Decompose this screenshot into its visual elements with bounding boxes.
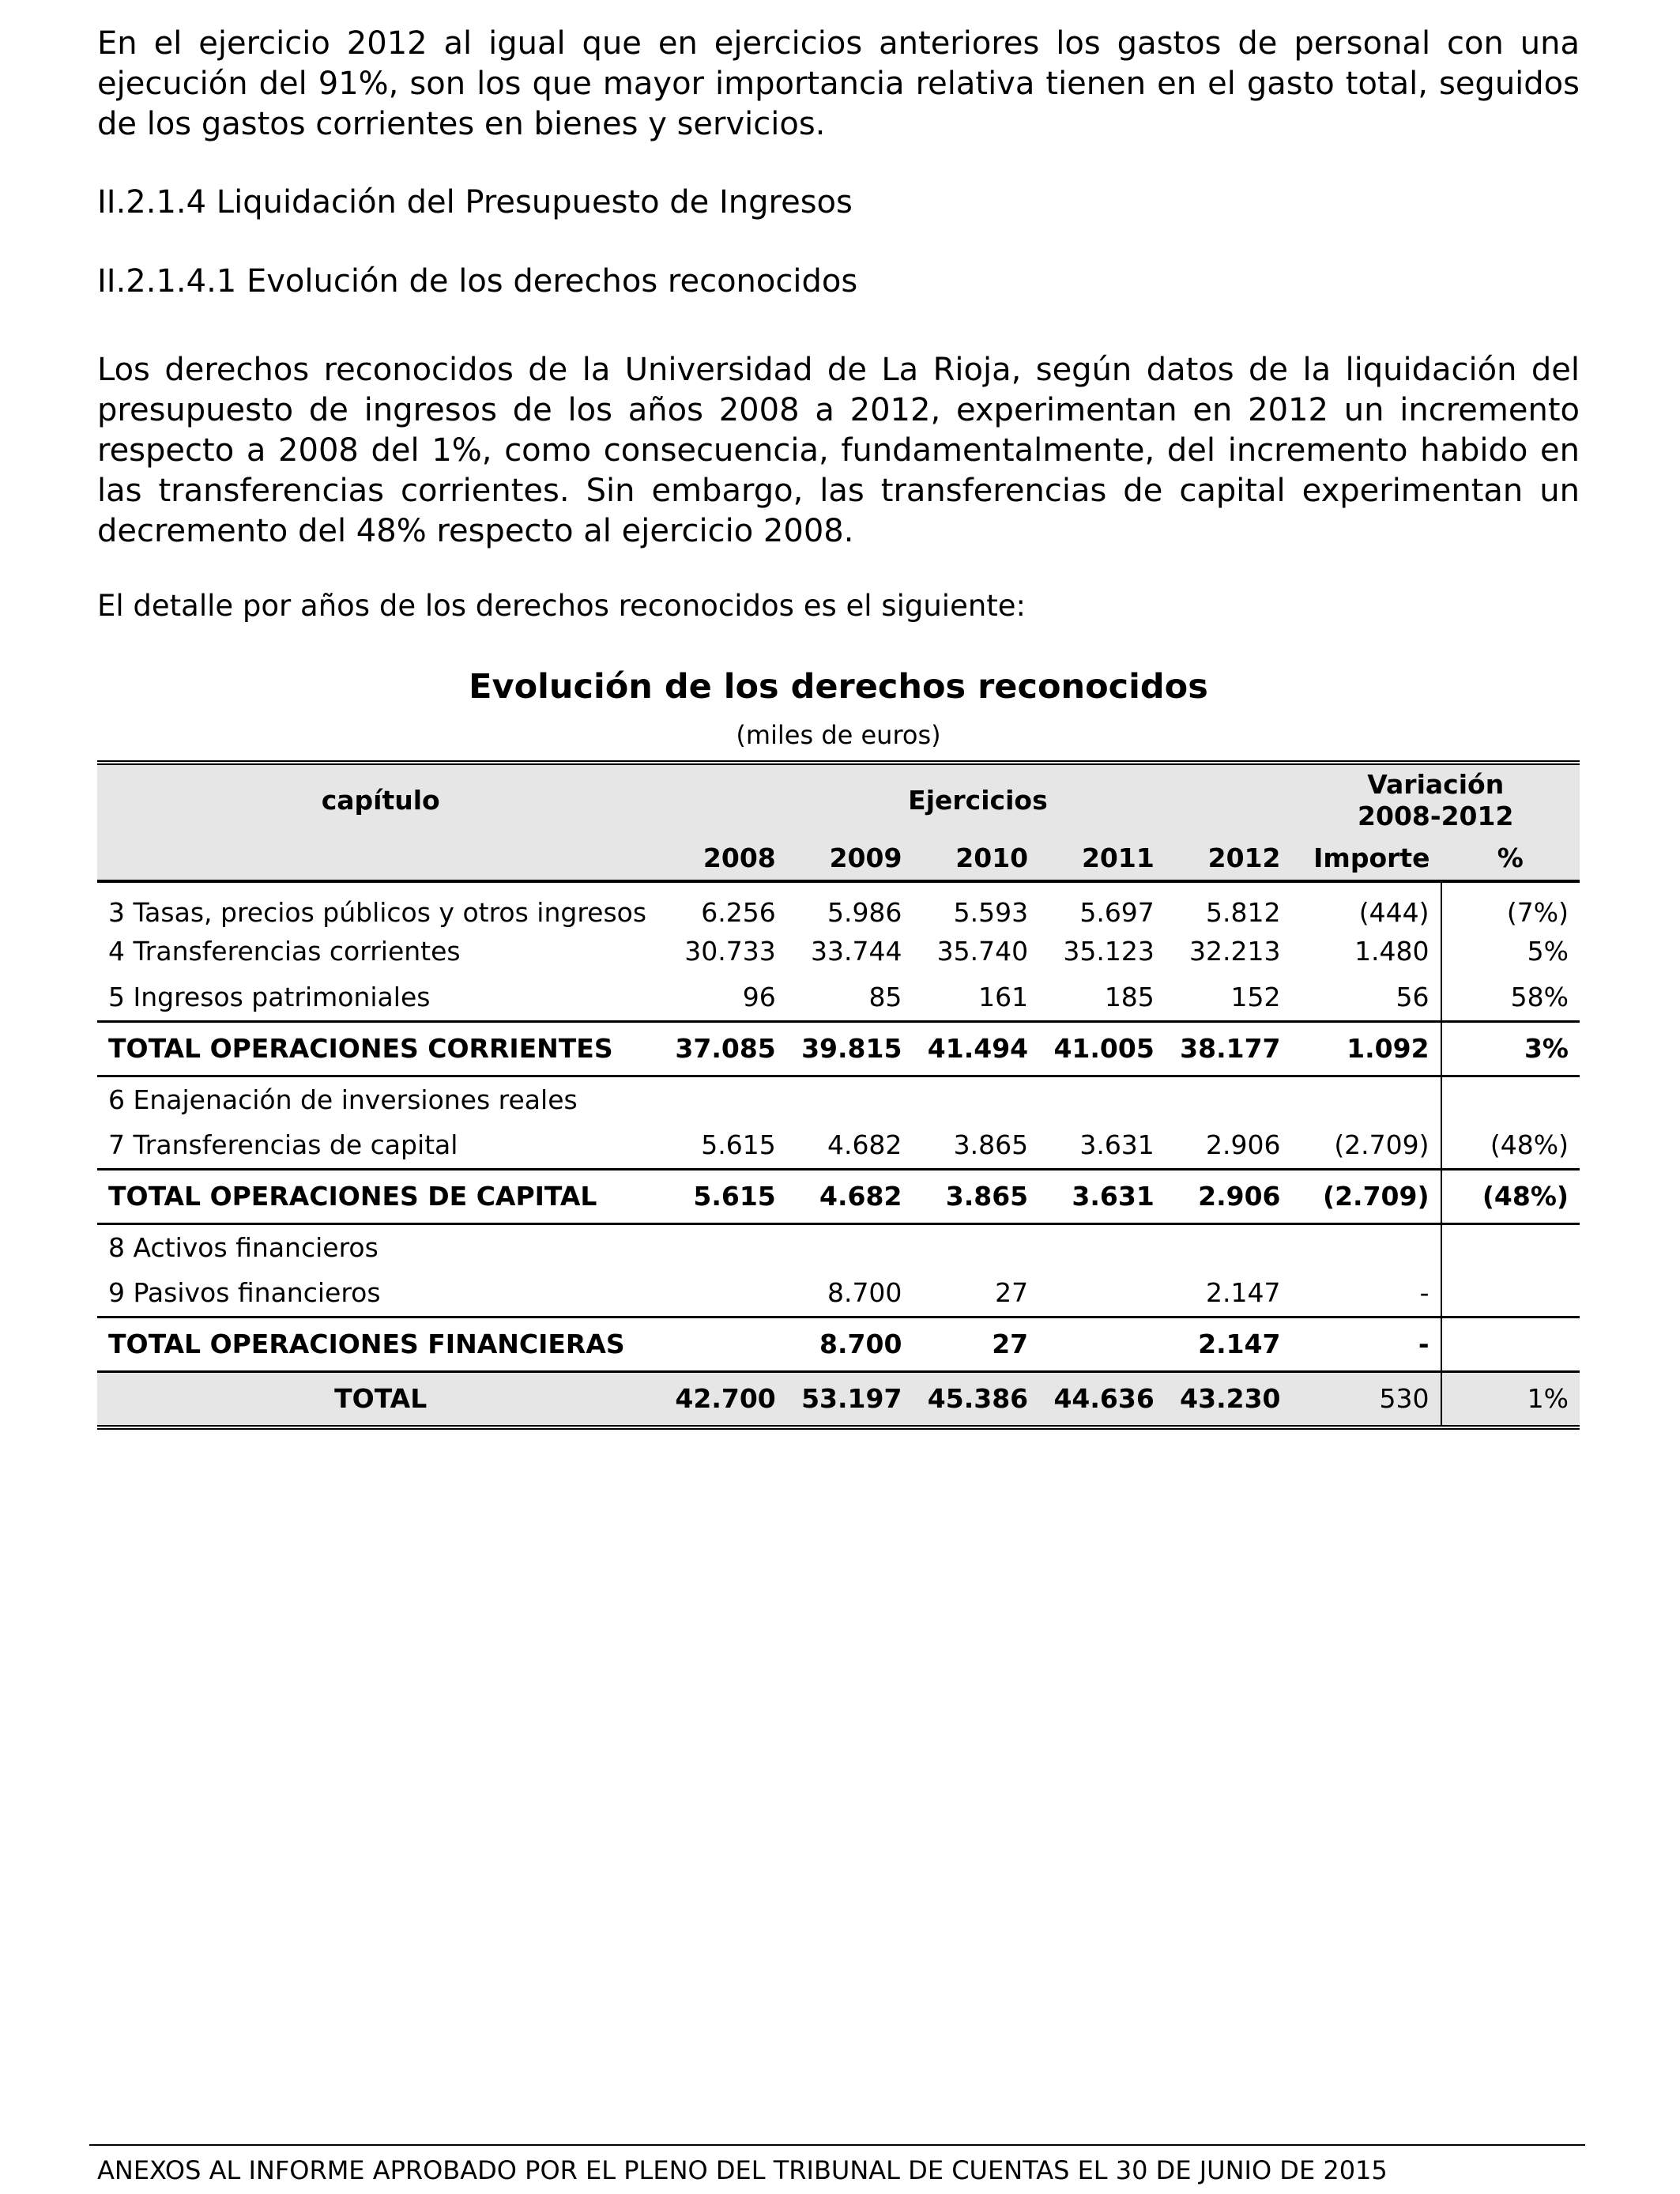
row-label: TOTAL OPERACIONES FINANCIERAS: [97, 1317, 664, 1371]
cell-2009: 85: [868, 982, 902, 1013]
cell-2011: [1039, 1270, 1166, 1317]
table-row: [97, 928, 1580, 974]
header-2011: 2011: [1039, 835, 1166, 881]
cell-importe: 1.480: [1354, 936, 1430, 967]
cell-2010: 27: [913, 1317, 1039, 1371]
cell-2009: 33.744: [810, 936, 902, 967]
total-row-corrientes: [97, 1021, 1580, 1076]
header-row-2: [97, 835, 1580, 881]
cell-2008: 30.733: [684, 936, 776, 967]
cell-2009: 53.197: [787, 1371, 913, 1427]
cell-2010: 27: [995, 1277, 1029, 1309]
cell-2012: 152: [1230, 982, 1281, 1013]
table-row: [97, 1076, 1580, 1122]
cell-2009: [787, 1076, 913, 1122]
cell-pct: (7%): [1441, 881, 1580, 928]
cell-2012: [1166, 1223, 1292, 1270]
cell-2010: [913, 1223, 1039, 1270]
cell-pct: 1%: [1441, 1371, 1580, 1427]
cell-pct: 5%: [1441, 928, 1580, 974]
cell-2008: 37.085: [664, 1021, 786, 1076]
table-row: [97, 1223, 1580, 1270]
header-2008: 2008: [664, 835, 786, 881]
row-label: 3 Tasas, precios públicos y otros ingresos: [108, 897, 647, 928]
cell-2011: 44.636: [1039, 1371, 1166, 1427]
grand-total-row: [97, 1371, 1580, 1427]
cell-2012: 2.906: [1166, 1169, 1292, 1223]
cell-2008: [664, 1317, 786, 1371]
header-variacion: [1292, 763, 1580, 835]
cell-2012: 2.906: [1206, 1129, 1281, 1161]
cell-2010: [913, 1076, 1039, 1122]
row-label: 4 Transferencias corrientes: [108, 936, 461, 967]
page-footer: ANEXOS AL INFORME APROBADO POR EL PLENO DEL TRIBUNAL DE CUENTAS EL 30 DE JUNIO DE 2015: [97, 2155, 1388, 2185]
cell-2011: [1039, 1223, 1166, 1270]
header-importe: Importe: [1292, 835, 1441, 881]
cell-2009: 4.682: [787, 1169, 913, 1223]
cell-2010: 35.740: [936, 936, 1029, 967]
cell-2012: 2.147: [1206, 1277, 1281, 1309]
header-2012: 2012: [1166, 835, 1292, 881]
cell-2011: 3.631: [1039, 1169, 1166, 1223]
cell-importe: (444): [1358, 897, 1430, 928]
table-units: (miles de euros): [736, 720, 941, 750]
cell-pct: [1441, 1076, 1580, 1122]
header-variacion-l2: 2008-2012: [1358, 800, 1514, 831]
cell-2009: 8.700: [787, 1317, 913, 1371]
cell-2008: [664, 1076, 786, 1122]
header-2009: 2009: [787, 835, 913, 881]
cell-importe: -: [1419, 1277, 1430, 1309]
cell-2008: 42.700: [664, 1371, 786, 1427]
cell-2011: 3.631: [1079, 1129, 1155, 1161]
subsection-heading: II.2.1.4.1 Evolución de los derechos reconocidos: [97, 263, 858, 300]
detail-intro: El detalle por años de los derechos reconocidos es el siguiente:: [97, 589, 1026, 623]
total-row-financieras: [97, 1317, 1580, 1371]
row-label: 5 Ingresos patrimoniales: [108, 982, 431, 1013]
cell-importe: [1292, 1223, 1441, 1270]
cell-2009: 39.815: [787, 1021, 913, 1076]
cell-2011: [1039, 1317, 1166, 1371]
header-blank: [97, 835, 664, 881]
cell-2010: 5.593: [953, 897, 1029, 928]
total-row-capital: [97, 1169, 1580, 1223]
row-label: TOTAL: [97, 1371, 664, 1427]
cell-2011: 185: [1104, 982, 1155, 1013]
cell-2010: 3.865: [913, 1169, 1039, 1223]
footer-divider: [89, 2144, 1585, 2146]
cell-2012: 38.177: [1166, 1021, 1292, 1076]
header-variacion-l1: Variación: [1367, 768, 1505, 800]
cell-2009: 4.682: [827, 1129, 902, 1161]
cell-importe: (2.709): [1334, 1129, 1430, 1161]
header-2010: 2010: [913, 835, 1039, 881]
cell-2010: 161: [978, 982, 1029, 1013]
row-label: 7 Transferencias de capital: [108, 1129, 458, 1161]
cell-2009: 5.986: [827, 897, 902, 928]
table-title: Evolución de los derechos reconocidos: [469, 667, 1208, 707]
cell-importe: 530: [1292, 1371, 1441, 1427]
cell-2011: 5.697: [1079, 897, 1155, 928]
derechos-table: [97, 760, 1580, 1430]
cell-2012: 2.147: [1166, 1317, 1292, 1371]
cell-2011: 41.005: [1039, 1021, 1166, 1076]
cell-pct: 3%: [1441, 1021, 1580, 1076]
cell-pct: (48%): [1441, 1122, 1580, 1169]
row-label: TOTAL OPERACIONES CORRIENTES: [97, 1021, 664, 1076]
row-label: 9 Pasivos financieros: [108, 1277, 381, 1309]
cell-2012: 5.812: [1206, 897, 1281, 928]
cell-importe: 56: [1396, 982, 1430, 1013]
cell-2011: 35.123: [1063, 936, 1155, 967]
table-row: [97, 1270, 1580, 1317]
cell-2012: [1166, 1076, 1292, 1122]
cell-2012: 43.230: [1166, 1371, 1292, 1427]
cell-pct: [1441, 1317, 1580, 1371]
cell-importe: [1292, 1076, 1441, 1122]
cell-2011: [1039, 1076, 1166, 1122]
cell-2010: 41.494: [913, 1021, 1039, 1076]
table-row: [97, 1122, 1580, 1169]
cell-2009: [787, 1223, 913, 1270]
cell-2010: 45.386: [913, 1371, 1039, 1427]
cell-pct: (48%): [1441, 1169, 1580, 1223]
cell-importe: 1.092: [1292, 1021, 1441, 1076]
cell-2008: 5.615: [664, 1169, 786, 1223]
row-label: TOTAL OPERACIONES DE CAPITAL: [97, 1169, 664, 1223]
header-row-1: [97, 763, 1580, 835]
cell-importe: -: [1292, 1317, 1441, 1371]
intro-paragraph: En el ejercicio 2012 al igual que en ejercicios anteriores los gastos de personal con una ejecución del 91%, son los que mayor importancia relativa tienen en el gasto total, seguidos de los gastos corrientes en bienes y servicios.: [97, 25, 1580, 142]
header-ejercicios: Ejercicios: [664, 763, 1291, 835]
cell-2008: [664, 1223, 786, 1270]
header-capitulo: capítulo: [97, 763, 664, 835]
cell-2008: [664, 1270, 786, 1317]
cell-2008: 96: [742, 982, 776, 1013]
table-row: [97, 974, 1580, 1021]
row-label: 6 Enajenación de inversiones reales: [108, 1084, 578, 1115]
main-paragraph: Los derechos reconocidos de la Universidad de La Rioja, según datos de la liquidación del presupuesto de ingresos de los años 2008 a 2012, experimentan en 2012 un incremento respecto a 2008 del 1%, como consecuencia, fundamentalmente, del incremento habido en las transferencias corrientes. Sin embargo, las transferencias de capital experimentan un decremento del 48% respecto al ejercicio 2008.: [97, 352, 1580, 549]
cell-2012: 32.213: [1189, 936, 1281, 967]
cell-2008: 5.615: [701, 1129, 776, 1161]
cell-pct: [1441, 1270, 1580, 1317]
cell-pct: [1441, 1223, 1580, 1270]
row-label: 8 Activos financieros: [108, 1231, 379, 1263]
cell-importe: (2.709): [1292, 1169, 1441, 1223]
table-row: [97, 881, 1580, 928]
header-pct: %: [1441, 835, 1580, 881]
cell-2008: 6.256: [701, 897, 776, 928]
cell-2009: 8.700: [827, 1277, 902, 1309]
cell-2010: 3.865: [953, 1129, 1029, 1161]
cell-pct: 58%: [1441, 974, 1580, 1021]
section-heading: II.2.1.4 Liquidación del Presupuesto de Ingresos: [97, 184, 853, 221]
